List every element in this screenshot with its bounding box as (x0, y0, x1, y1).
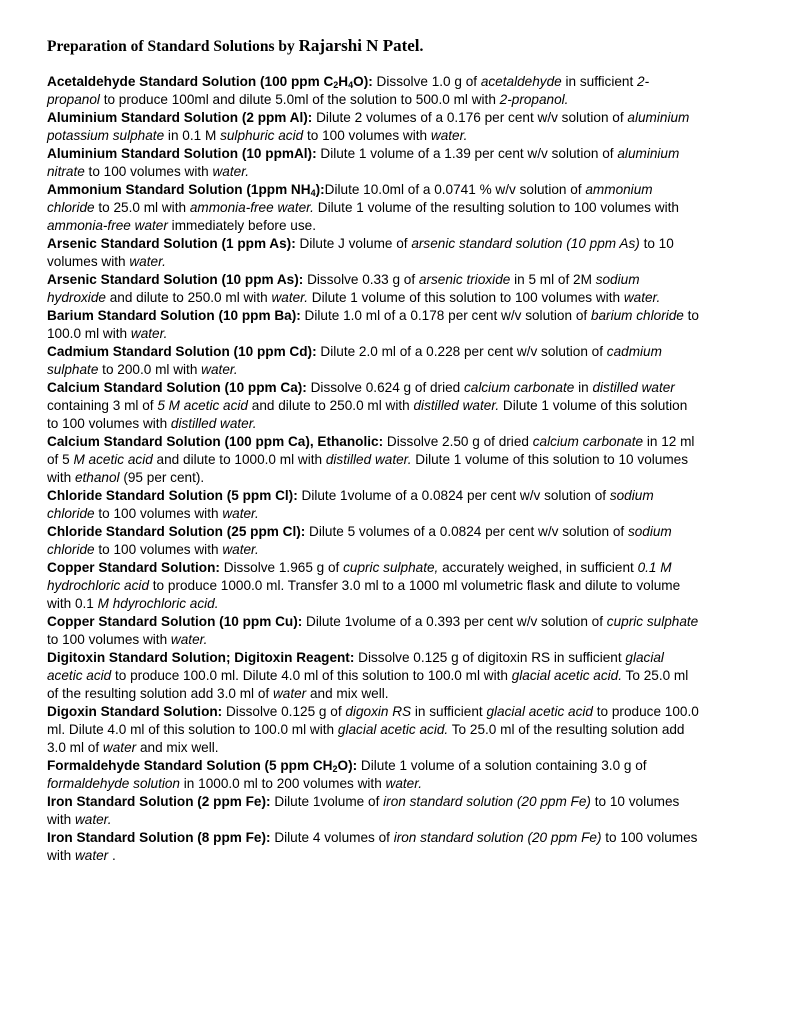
text-run: Dilute 5 volumes of a 0.0824 per cent w/v solution of (305, 524, 628, 539)
text-run: and dilute to 250.0 ml with (105, 290, 272, 305)
solution-entry (47, 559, 699, 613)
text-run: Iron Standard Solution (8 ppm Fe): (47, 830, 271, 845)
text-run: Arsenic Standard Solution (10 ppm As): (47, 272, 304, 287)
text-run: Aluminium Standard Solution (2 ppm Al): (47, 110, 313, 125)
text-run: and dilute to 250.0 ml with (248, 398, 414, 413)
italic-term: distilled water. (413, 398, 500, 413)
text-run: O): (353, 74, 373, 89)
text-run: Cadmium Standard Solution (10 ppm Cd): (47, 344, 317, 359)
solution-entry (47, 235, 699, 271)
text-run: Iron Standard Solution (2 ppm Fe): (47, 794, 271, 809)
text-run: to 100 volumes with (303, 128, 431, 143)
text-run: to produce 100.0 ml. Dilute 4.0 ml of this solution to 100.0 ml with (47, 704, 699, 737)
text-run: Arsenic Standard Solution (1 ppm As): (47, 236, 296, 251)
italic-term: water. (74, 812, 112, 827)
text-run: Dissolve 0.125 g of digitoxin RS in sufficient (354, 650, 626, 665)
text-run: and mix well. (306, 686, 389, 701)
solutions-list (47, 73, 699, 865)
subscript: 4 (348, 80, 354, 90)
solution-entry (47, 757, 699, 793)
italic-term: M hdyrochloric acid. (97, 596, 219, 611)
solution-entry (47, 307, 699, 343)
text-run: Chloride Standard Solution (25 ppm Cl): (47, 524, 306, 539)
solution-name (47, 380, 307, 395)
document-title (47, 36, 747, 57)
text-run: Dilute 1volume of a 0.393 per cent w/v solution of (302, 614, 607, 629)
italic-term: glacial acetic acid (47, 650, 664, 683)
text-run: Digitoxin Standard Solution; Digitoxin Reagent: (47, 650, 355, 665)
text-run: ): (315, 182, 325, 197)
italic-term: glacial acetic acid. (511, 668, 623, 683)
text-run: Dilute 2 volumes of a 0.176 per cent w/v solution of (312, 110, 628, 125)
text-run: Ammonium Standard Solution (1ppm NH (47, 182, 311, 197)
italic-term: water. (129, 254, 166, 269)
text-run: Dilute 1 volume of this solution to 100 volumes with (47, 398, 688, 431)
italic-term: iron standard solution (20 ppm Fe) (383, 794, 591, 809)
text-run: in sufficient (561, 74, 638, 89)
italic-term: water. (170, 632, 208, 647)
title-prefix: Preparation of Standard Solutions by (47, 38, 299, 55)
solution-name (47, 488, 298, 503)
italic-term: sodium chloride (47, 524, 672, 557)
solution-name (47, 182, 325, 197)
solution-entry (47, 703, 699, 757)
text-run: Barium Standard Solution (10 ppm Ba): (47, 308, 301, 323)
text-run: O): (337, 758, 358, 773)
italic-term: glacial acetic acid. (337, 722, 449, 737)
solution-name (47, 758, 357, 773)
text-run: To 25.0 ml of the resulting solution add 3.0 ml of (47, 668, 689, 701)
italic-term: water. (201, 362, 238, 377)
text-run: accurately weighed, in sufficient (438, 560, 638, 575)
text-run: Dilute 1.0 ml of a 0.178 per cent w/v solution of (300, 308, 591, 323)
solution-entry (47, 649, 699, 703)
solution-name (47, 614, 302, 629)
text-run: Dissolve 0.125 g of (222, 704, 346, 719)
solution-name (47, 524, 305, 539)
text-run: Copper Standard Solution: (47, 560, 220, 575)
text-run: Dilute 2.0 ml of a 0.228 per cent w/v solution of (316, 344, 607, 359)
subscript: 4 (310, 188, 316, 198)
solution-entry (47, 379, 699, 433)
italic-term: water. (623, 290, 661, 305)
italic-term: arsenic trioxide (418, 272, 511, 287)
text-run: Aluminium Standard Solution (10 ppmAl): (47, 146, 317, 161)
text-run: Dissolve 1.965 g of (219, 560, 344, 575)
solution-name (47, 74, 373, 89)
italic-term: glacial acetic acid (486, 704, 593, 719)
text-run: containing 3 ml of (47, 398, 158, 413)
italic-term: 5 M acetic acid (157, 398, 248, 413)
italic-term: cupric sulphate, (343, 560, 439, 575)
text-run: to 10 volumes with (47, 794, 680, 827)
italic-term: water. (222, 506, 259, 521)
text-run: and mix well. (136, 740, 219, 755)
italic-term: 2-propanol (47, 74, 650, 107)
text-run: Dilute 10.0ml of a 0.0741 % w/v solution of (324, 182, 586, 197)
text-run: Dilute 1 volume of this solution to 10 volumes with (47, 452, 689, 485)
text-run: (95 per cent). (119, 470, 205, 485)
italic-term: sulphuric acid (220, 128, 304, 143)
text-run: Dilute 1 volume of this solution to 100 volumes with (307, 290, 624, 305)
text-run: Calcium Standard Solution (100 ppm Ca), Ethanolic: (47, 434, 384, 449)
italic-term: distilled water (592, 380, 675, 395)
text-run: Dissolve 1.0 g of (372, 74, 481, 89)
italic-term: water. (385, 776, 423, 791)
text-run: to 100 volumes with (94, 542, 223, 557)
solution-name (47, 704, 222, 719)
text-run: in sufficient (411, 704, 487, 719)
text-run: immediately before use. (167, 218, 316, 233)
italic-term: water (272, 686, 307, 701)
italic-term: ammonia-free water. (189, 200, 314, 215)
solution-entry (47, 487, 699, 523)
solution-name (47, 110, 312, 125)
italic-term: arsenic standard solution (10 ppm As) (411, 236, 640, 251)
text-run: Dilute J volume of (295, 236, 412, 251)
solution-name (47, 344, 317, 359)
title-suffix: . (419, 38, 424, 55)
italic-term: ammonium chloride (47, 182, 653, 215)
italic-term: aluminium nitrate (47, 146, 680, 179)
italic-term: ammonia-free water (47, 218, 168, 233)
italic-term: calcium carbonate (532, 434, 644, 449)
text-run: . (108, 848, 116, 863)
text-run: Acetaldehyde Standard Solution (100 ppm C (47, 74, 334, 89)
italic-term: ethanol (74, 470, 120, 485)
solution-name (47, 830, 271, 845)
solution-name (47, 272, 303, 287)
solution-name (47, 146, 317, 161)
italic-term: formaldehyde solution (47, 776, 180, 791)
italic-term: sodium chloride (47, 488, 654, 521)
solution-entry (47, 343, 699, 379)
text-run: Dilute 1 volume of a 1.39 per cent w/v solution of (316, 146, 618, 161)
text-run: Dilute 1 volume of a solution containing 3.0 g of (357, 758, 647, 773)
text-run: to produce 100ml and dilute 5.0ml of the solution to 500.0 ml with (99, 92, 500, 107)
solution-entry (47, 109, 699, 145)
text-run: to 100 volumes with (47, 632, 171, 647)
solution-name (47, 434, 383, 449)
solution-name (47, 650, 354, 665)
italic-term: water. (222, 542, 259, 557)
solution-entry (47, 613, 699, 649)
solution-name (47, 236, 296, 251)
text-run: to 100 volumes with (47, 830, 698, 863)
text-run: Chloride Standard Solution (5 ppm Cl): (47, 488, 298, 503)
italic-term: cadmium sulphate (47, 344, 662, 377)
solution-entry (47, 181, 699, 235)
solution-name (47, 794, 271, 809)
text-run: Digoxin Standard Solution: (47, 704, 223, 719)
italic-term: 2-propanol. (499, 92, 569, 107)
text-run: in 12 ml of 5 (47, 434, 695, 467)
italic-term: water. (212, 164, 249, 179)
solution-entry (47, 793, 699, 829)
text-run: to 100.0 ml with (47, 308, 699, 341)
italic-term: barium chloride (590, 308, 684, 323)
text-run: Formaldehyde Standard Solution (5 ppm CH (47, 758, 333, 773)
italic-term: water. (271, 290, 308, 305)
italic-term: iron standard solution (20 ppm Fe) (393, 830, 602, 845)
solution-entry (47, 73, 699, 109)
text-run: Dissolve 0.624 g of dried (306, 380, 464, 395)
text-run: Dilute 1volume of (270, 794, 384, 809)
solution-entry (47, 829, 699, 865)
italic-term: acetaldehyde (480, 74, 562, 89)
text-run: Dilute 1 volume of the resulting solution to 100 volumes with (313, 200, 679, 215)
text-run: in 0.1 M (164, 128, 221, 143)
italic-term: calcium carbonate (464, 380, 575, 395)
text-run: in (574, 380, 593, 395)
italic-term: water. (130, 326, 168, 341)
text-run: to 25.0 ml with (94, 200, 190, 215)
text-run: Calcium Standard Solution (10 ppm Ca): (47, 380, 307, 395)
text-run: Copper Standard Solution (10 ppm Cu): (47, 614, 303, 629)
italic-term: M acetic acid (73, 452, 153, 467)
text-run: to produce 100.0 ml. Dilute 4.0 ml of this solution to 100.0 ml with (111, 668, 512, 683)
italic-term: water (102, 740, 137, 755)
italic-term: water. (430, 128, 468, 143)
text-run: to 100 volumes with (94, 506, 223, 521)
text-run: to 10 volumes with (47, 236, 674, 269)
text-run: in 1000.0 ml to 200 volumes with (180, 776, 386, 791)
italic-term: distilled water. (170, 416, 257, 431)
italic-term: distilled water. (325, 452, 412, 467)
text-run: Dilute 4 volumes of (270, 830, 394, 845)
solution-name (47, 308, 301, 323)
solution-name (47, 560, 220, 575)
text-run: H (338, 74, 349, 89)
text-run: to 200.0 ml with (98, 362, 202, 377)
text-run: To 25.0 ml of the resulting solution add 3.0 ml of (47, 722, 685, 755)
text-run: to produce 1000.0 ml. Transfer 3.0 ml to a 1000 ml volumetric flask and dilute to volume with 0.1 (47, 578, 681, 611)
solution-entry (47, 433, 699, 487)
title-author: Rajarshi N Patel (298, 36, 420, 55)
italic-term: digoxin RS (345, 704, 412, 719)
solution-entry (47, 145, 699, 181)
subscript: 2 (333, 80, 339, 90)
text-run: in 5 ml of 2M (510, 272, 596, 287)
text-run: Dilute 1volume of a 0.0824 per cent w/v solution of (297, 488, 610, 503)
text-run: Dissolve 0.33 g of (303, 272, 419, 287)
solution-entry (47, 523, 699, 559)
italic-term: water (74, 848, 109, 863)
text-run: Dissolve 2.50 g of dried (383, 434, 533, 449)
italic-term: 0.1 M hydrochloric acid (47, 560, 672, 593)
subscript: 2 (332, 764, 338, 774)
text-run: and dilute to 1000.0 ml with (152, 452, 326, 467)
italic-term: aluminium potassium sulphate (47, 110, 690, 143)
italic-term: cupric sulphate (606, 614, 699, 629)
solution-entry (47, 271, 699, 307)
italic-term: sodium hydroxide (47, 272, 640, 305)
text-run: to 100 volumes with (84, 164, 213, 179)
